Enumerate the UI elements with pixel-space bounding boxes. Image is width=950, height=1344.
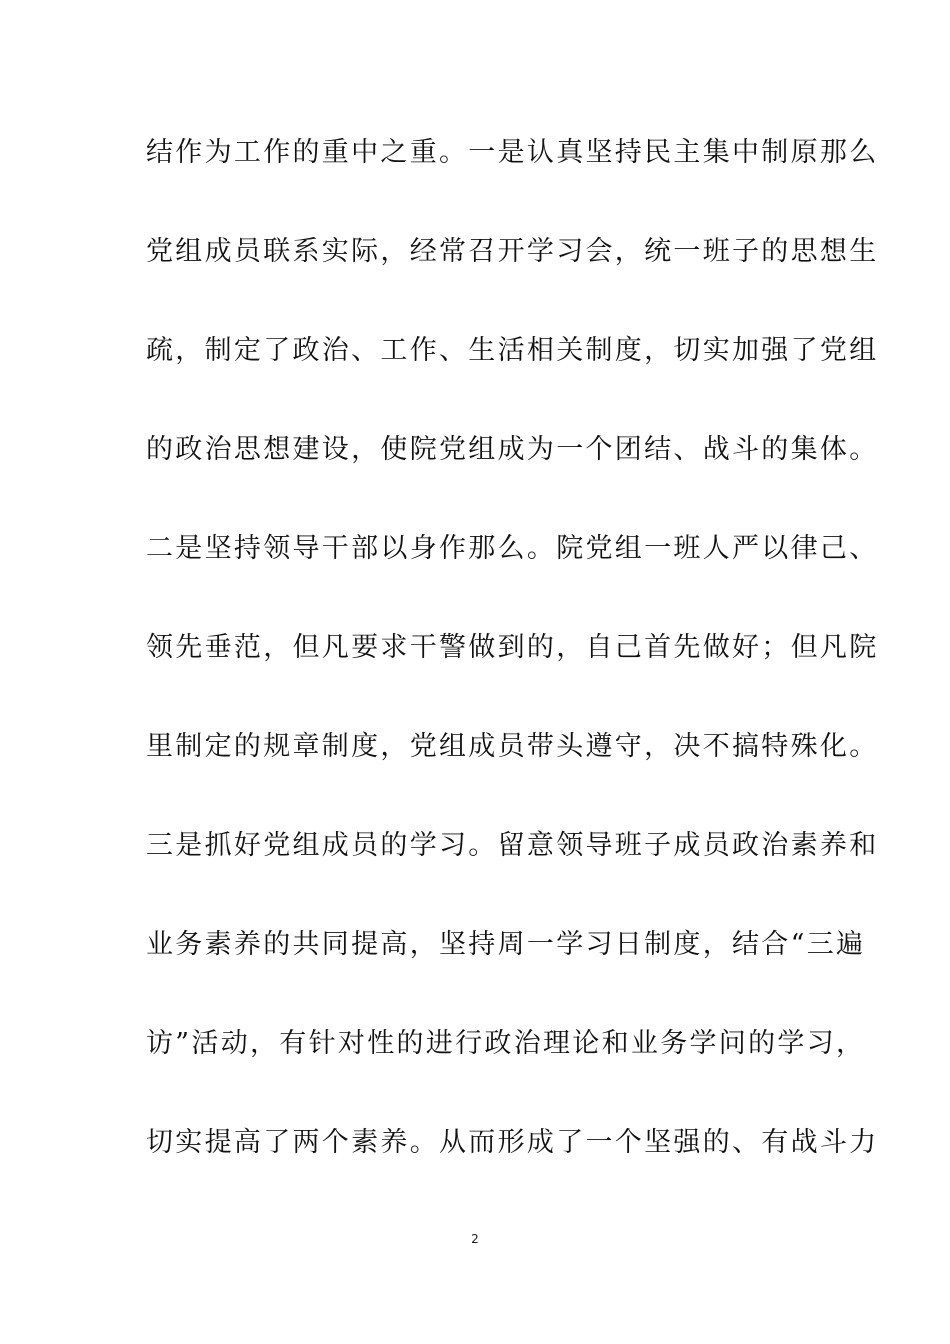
body-text-line-5: 二是坚持领导干部以身作那么。院党组一班人严以律己、 — [146, 533, 879, 564]
body-text-line-9: 业务素养的共同提高，坚持周一学习日制度，结合“三遍 — [146, 929, 866, 960]
body-text-line-11: 切实提高了两个素养。从而形成了一个坚强的、有战斗力 — [146, 1127, 879, 1158]
body-text-line-7: 里制定的规章制度，党组成员带头遵守，决不搞特殊化。 — [146, 731, 879, 762]
body-text-line-2: 党组成员联系实际，经常召开学习会，统一班子的思想生 — [146, 236, 879, 267]
page-number: 2 — [471, 1232, 479, 1246]
body-text-line-1: 结作为工作的重中之重。一是认真坚持民主集中制原那么 — [146, 137, 879, 168]
body-text-line-8: 三是抓好党组成员的学习。留意领导班子成员政治素养和 — [146, 830, 879, 861]
body-text-line-10: 访”活动，有针对性的进行政治理论和业务学问的学习， — [146, 1028, 866, 1059]
body-text-line-6: 领先垂范，但凡要求干警做到的，自己首先做好；但凡院 — [146, 632, 879, 663]
body-text-line-4: 的政治思想建设，使院党组成为一个团结、战斗的集体。 — [146, 434, 879, 465]
body-text-line-3: 疏，制定了政治、工作、生活相关制度，切实加强了党组 — [146, 335, 879, 366]
